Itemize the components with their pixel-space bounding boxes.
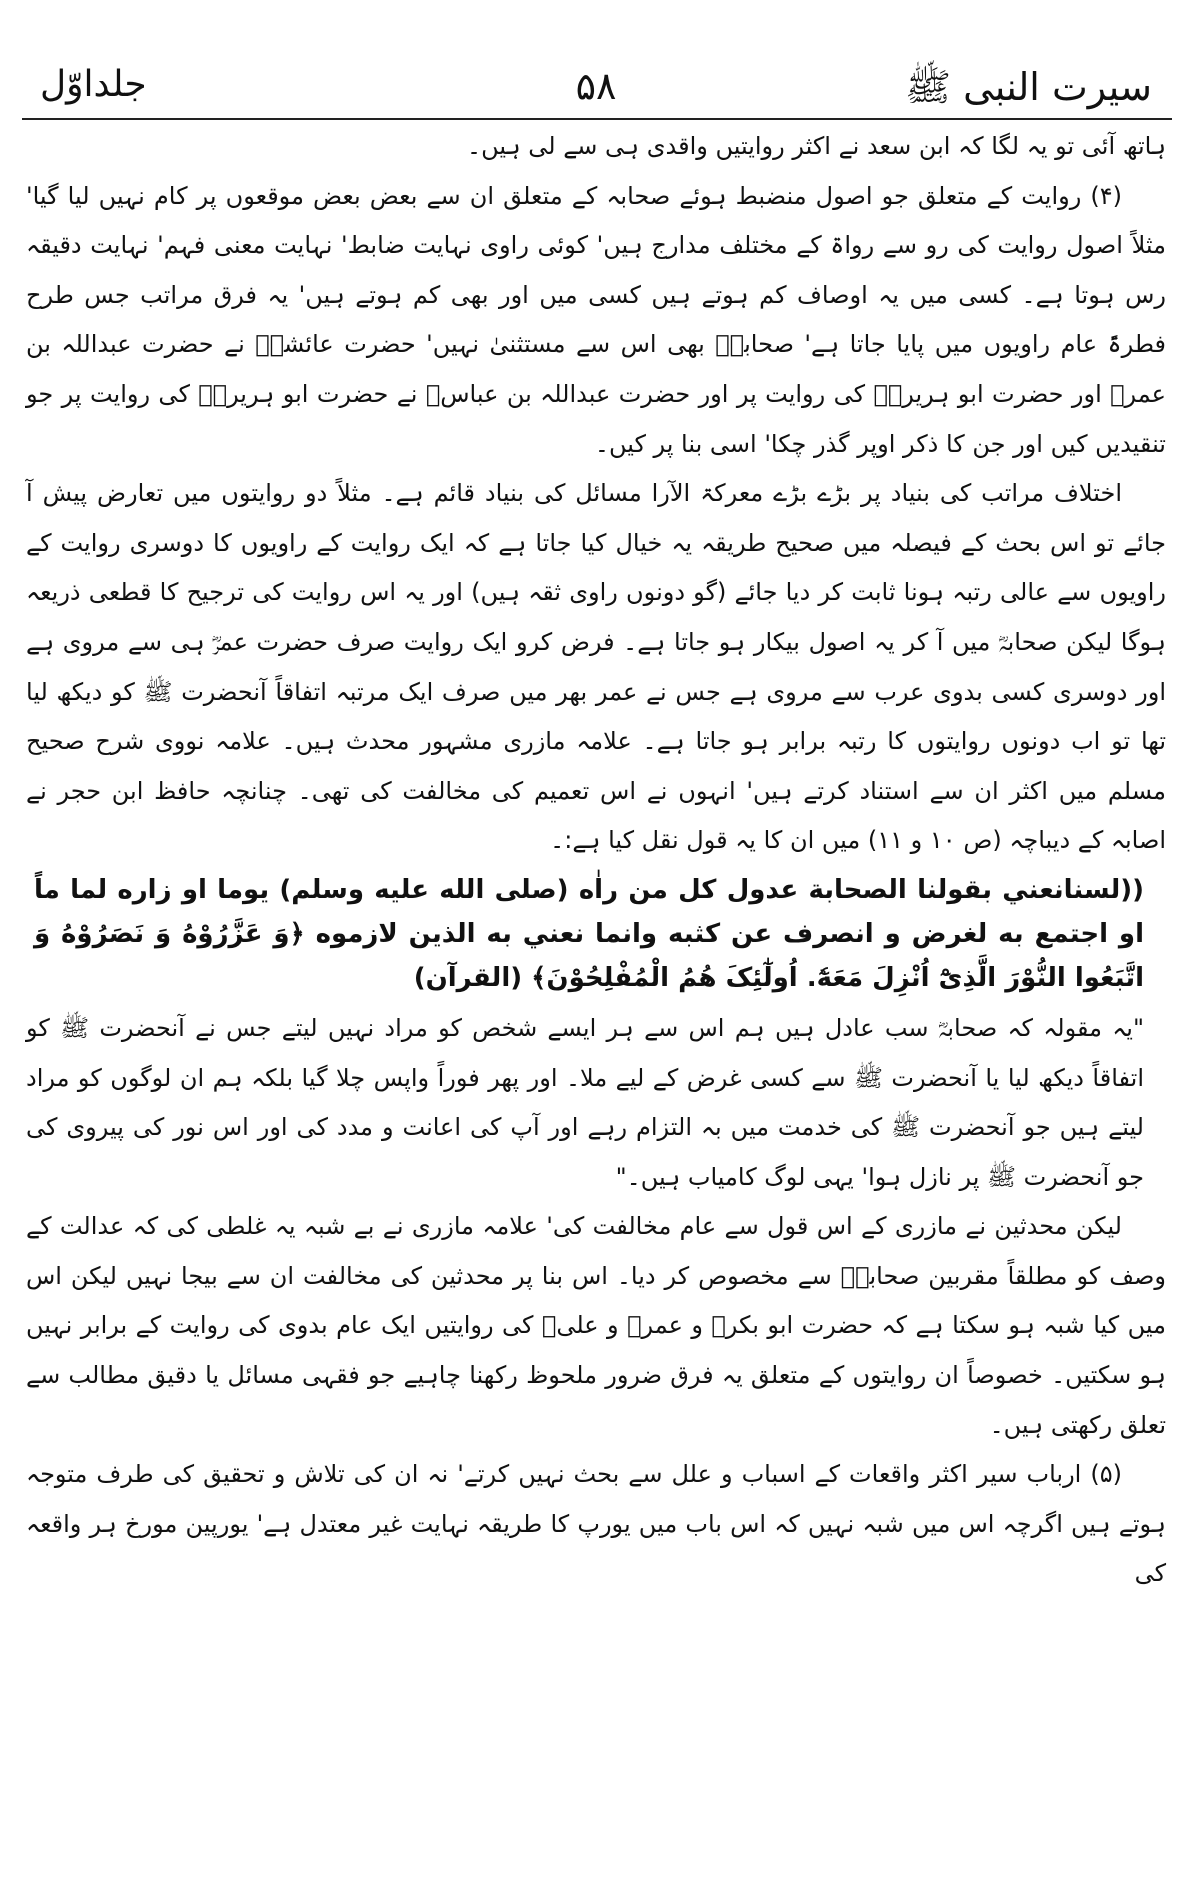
arabic-quote: ((لسنانعني بقولنا الصحابة عدول كل من راٰه (صلى الله عليه وسلم) يوما او زاره لما ماً او اجتمع به لغرض و انصرف عن كثبه وانما نعني به الذين لازموه ﴿وَ عَزَّرُوْهُ وَ نَصَرُوْهُ وَ اتَّبَعُوا النُّوْرَ الَّذِیْٓ اُنْزِلَ مَعَهٗٓ. اُولٰٓئِکَ هُمُ الْمُفْلِحُوْنَ﴾ (القرآن) — [34, 874, 1144, 993]
paragraph-2: (۴) روایت کے متعلق جو اصول منضبط ہوئے صحابہ کے متعلق ان سے بعض بعض موقعوں پر کام نہیں لیا گیا' مثلاً اصول روایت کی رو سے رواۃ کے مختلف مدارج ہیں' کوئی راوی نہایت ضابط' نہایت معنی فہم' نہایت دقیقہ رس ہوتا ہے۔ کسی میں یہ اوصاف کم ہوتے ہیں کسی میں اور بھی کم ہوتے ہیں' یہ فرق مراتب جس طرح فطرۃً عام راویوں میں پایا جاتا ہے' صحابہؓ بھی اس سے مستثنیٰ نہیں' حضرت عائشہؓ نے حضرت عبداللہ بن عمرؓ اور حضرت ابو ہریرہؓ کی روایت پر اور حضرت عبداللہ بن عباسؓ نے حضرت ابو ہریرہؓ کی روایت پر جو تنقیدیں کیں اور جن کا ذکر اوپر گذر چکا' اسی بنا پر کیں۔ — [26, 181, 1166, 458]
paragraph-1: ہاتھ آئی تو یہ لگا کہ ابن سعد نے اکثر روایتیں واقدی ہی سے لی ہیں۔ — [467, 132, 1166, 160]
running-title: سیرت النبی ﷺ — [905, 65, 1152, 109]
urdu-translation-quote: "یہ مقولہ کہ صحابہؓ سب عادل ہیں ہم اس سے ہر ایسے شخص کو مراد نہیں لیتے جس نے آنحضرت ﷺ کو اتفاقاً دیکھ لیا یا آنحضرت ﷺ سے کسی غرض کے لیے ملا۔ اور پھر فوراً واپس چلا گیا بلکہ ہم ان لوگوں کو مراد لیتے ہیں جو آنحضرت ﷺ کی خدمت میں بہ التزام رہے اور آپ کی اعانت و مدد کی اور اس نور کی پیروی کی جو آنحضرت ﷺ پر نازل ہوا' یہی لوگ کامیاب ہیں۔" — [26, 1013, 1144, 1191]
page-body — [26, 122, 1166, 1599]
paragraph-4: لیکن محدثین نے مازری کے اس قول سے عام مخالفت کی' علامہ مازری نے بے شبہ یہ غلطی کی کہ عدالت کے وصف کو مطلقاً مقربین صحابہؓ سے مخصوص کر دیا۔ اس بنا پر محدثین کی مخالفت ان سے بیجا نہیں لیکن اس میں کیا شبہ ہو سکتا ہے کہ حضرت ابو بکرؓ و عمرؓ و علیؓ کی روایتیں ایک عام بدوی کی روایت کے برابر نہیں ہو سکتیں۔ خصوصاً ان روایتوں کے متعلق یہ فرق ضرور ملحوظ رکھنا چاہیے جو فقہی مسائل یا دقیق مطالب سے تعلق رکھتی ہیں۔ — [26, 1212, 1166, 1439]
header-divider — [22, 118, 1172, 120]
volume-label: جلداوّل — [40, 64, 147, 105]
page-number: ۵۸ — [575, 64, 617, 108]
page-header — [40, 62, 1152, 116]
paragraph-3: اختلاف مراتب کی بنیاد پر بڑے بڑے معرکۃ الآرا مسائل کی بنیاد قائم ہے۔ مثلاً دو روایتوں میں تعارض پیش آ جائے تو اس بحث کے فیصلہ میں صحیح طریقہ یہ خیال کیا جاتا ہے کہ ایک روایت کے راویوں کا دوسری روایت کے راویوں سے عالی رتبہ ہونا ثابت کر دیا جائے (گو دونوں راوی ثقہ ہیں) اور یہ اس روایت کی ترجیح کا قطعی ذریعہ ہوگا لیکن صحابہؓ میں آ کر یہ اصول بیکار ہو جاتا ہے۔ فرض کرو ایک روایت صرف حضرت عمرؓ ہی سے مروی ہے اور دوسری کسی بدوی عرب سے مروی ہے جس نے عمر بھر میں صرف ایک مرتبہ اتفاقاً آنحضرت ﷺ کو دیکھ لیا تھا تو اب دونوں روایتوں کا رتبہ برابر ہو جاتا ہے۔ علامہ مازری مشہور محدث ہیں۔ علامہ نووی شرح صحیح مسلم میں اکثر ان سے استناد کرتے ہیں' انہوں نے اس تعمیم کی مخالفت کی تھی۔ چنانچہ حافظ ابن حجر نے اصابہ کے دیباچہ (ص ۱۰ و ۱۱) میں ان کا یہ قول نقل کیا ہے:۔ — [26, 479, 1166, 855]
paragraph-5: (۵) ارباب سیر اکثر واقعات کے اسباب و علل سے بحث نہیں کرتے' نہ ان کی تلاش و تحقیق کی طرف متوجہ ہوتے ہیں اگرچہ اس میں شبہ نہیں کہ اس باب میں یورپ کا طریقہ نہایت غیر معتدل ہے' یورپین مورخ ہر واقعہ کی — [26, 1460, 1166, 1588]
